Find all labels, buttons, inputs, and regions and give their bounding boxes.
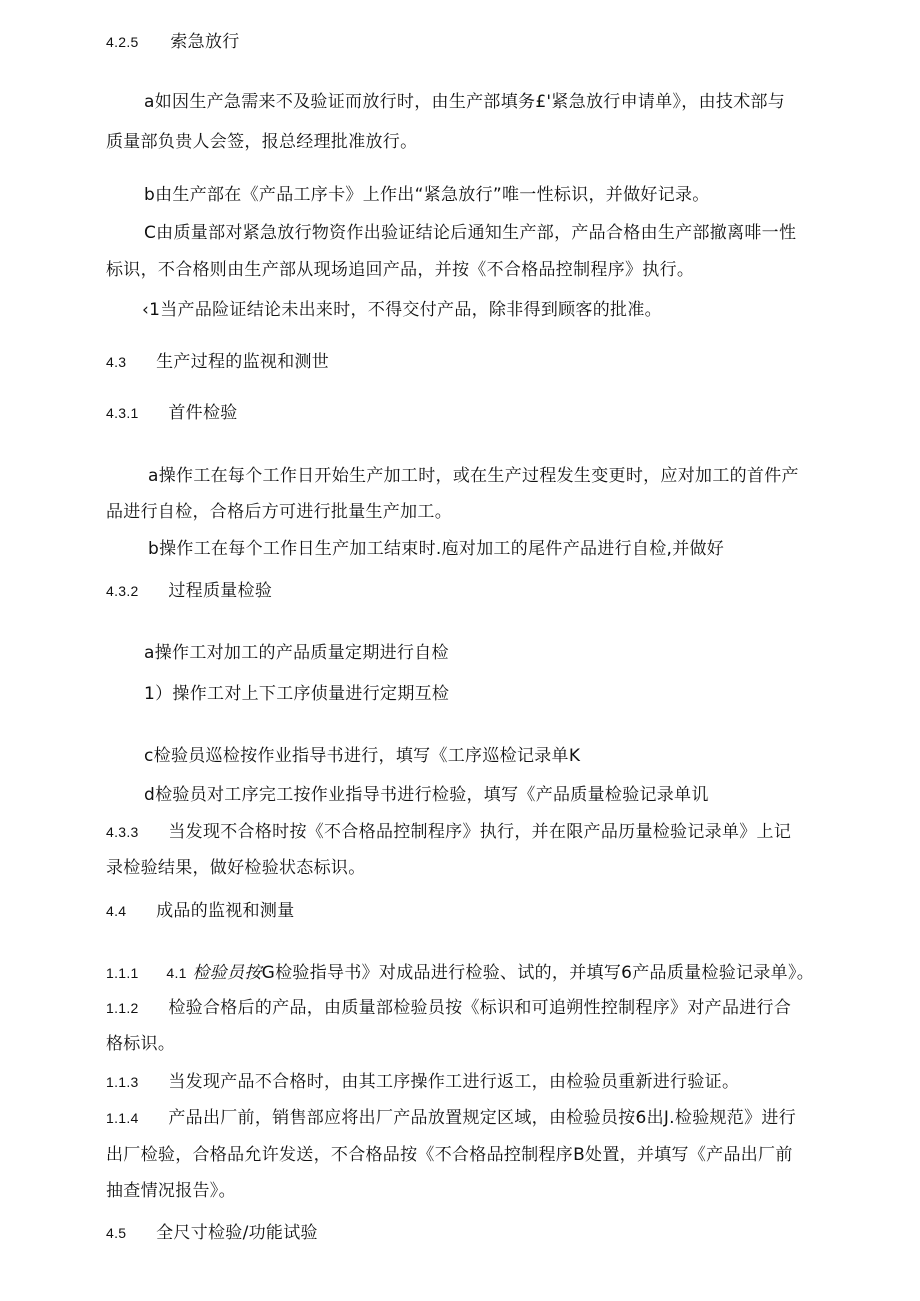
paragraph-text: 当发现不合格时按《不合格品控制程序》执行，并在限产品历量检验记录单》上记 [168, 822, 792, 842]
italic-text: 检验员按 [192, 963, 262, 983]
section-4-3-1-heading [106, 402, 238, 424]
section-title: 首件检验 [168, 403, 238, 423]
section-number: 1.1.2 [106, 1000, 139, 1016]
section-4-4-heading [106, 900, 295, 922]
paragraph-line: ‹1当产品险证结论未出来时，不得交付产品，除非得到顾客的批准。 [142, 300, 662, 320]
paragraph-line: 标识，不合格则由生产部从现场追回产品，并按《不合格品控制程序》执行。 [106, 260, 695, 280]
section-number: 4.3.2 [106, 583, 139, 599]
paragraph-line: a如因生产急需来不及验证而放行时，由生产部填务£'紧急放行申请单》，由技术部与 [144, 92, 786, 112]
paragraph-line: c检验员巡检按作业指导书进行，填写《工序巡检记录单K [144, 746, 581, 766]
section-title: 过程质量检验 [168, 581, 273, 601]
section-number: 1.1.4 [106, 1110, 139, 1126]
section-number: 4.3.1 [106, 405, 139, 421]
paragraph-line: a操作工对加工的产品质量定期进行自检 [144, 643, 449, 663]
section-4-3-heading [106, 351, 329, 373]
section-4-3-3-line [106, 821, 791, 843]
section-number: 4.4 [106, 903, 127, 919]
paragraph-text: 当发现产品不合格时，由其工序操作工进行返工，由检验员重新进行验证。 [168, 1072, 740, 1092]
paragraph-line: 抽查情况报告》。 [106, 1181, 236, 1201]
paragraph-line: d检验员对工序完工按作业指导书进行检验，填写《产品质量检验记录单讥 [144, 785, 709, 805]
section-title: 成品的监视和测量 [156, 901, 295, 921]
section-number: 1.1.3 [106, 1074, 139, 1090]
paragraph-line: 1）操作工对上下工序侦量进行定期互检 [144, 684, 450, 704]
section-number: 4.3.3 [106, 824, 139, 840]
section-1-1-3-line [106, 1071, 739, 1093]
paragraph-line: 品进行自检，合格后方可进行批量生产加工。 [106, 502, 452, 522]
section-title: 全尺寸检验/功能试验 [156, 1223, 318, 1243]
paragraph-text: 产品出厂前，销售部应将出厂产品放置规定区域，由检验员按6出J.检验规范》进行 [168, 1108, 796, 1128]
section-title: 生产过程的监视和测世 [156, 352, 330, 372]
paragraph-line: C由质量部对紧急放行物资作出验证结论后通知生产部，产品合格由生产部撤离啡一性 [144, 223, 797, 243]
paragraph-line: 质量部负贵人会签，报总经理批准放行。 [106, 132, 418, 152]
section-number: 4.2.5 [106, 34, 139, 50]
paragraph-line: 录检验结果，做好检验状态标识。 [106, 858, 366, 878]
section-4-2-5-heading [106, 31, 240, 53]
section-number: 4.5 [106, 1225, 127, 1241]
section-number: 4.3 [106, 354, 127, 370]
paragraph-line: 出厂检验，合格品允许发送，不合格品按《不合格品控制程序B处置，并填写《产品出厂前 [106, 1145, 793, 1165]
section-1-1-2-line [106, 997, 791, 1019]
section-4-3-2-heading [106, 580, 272, 602]
section-number: 1.1.1 [106, 965, 139, 981]
paragraph-text: 检验合格后的产品，由质量部检验员按《标识和可追朔性控制程序》对产品进行合 [168, 998, 792, 1018]
section-4-5-heading [106, 1222, 318, 1244]
paragraph-line: 格标识。 [106, 1034, 176, 1054]
sub-number: 4.1 [166, 965, 187, 981]
paragraph-line: b由生产部在《产品工序卡》上作出“紧急放行”唯一性标识，并做好记录。 [144, 185, 710, 205]
paragraph-line: a操作工在每个工作日开始生产加工时，或在生产过程发生变更时，应对加工的首件产 [148, 466, 799, 486]
section-1-1-4-line [106, 1107, 796, 1129]
paragraph-line: b操作工在每个工作日生产加工结束时.庖对加工的尾件产品进行自检,并做好 [148, 539, 725, 559]
section-title: 索急放行 [170, 32, 240, 52]
section-1-1-1-line [106, 962, 814, 984]
paragraph-text: G检验指导书》对成品进行检验、试的，并填写6产品质量检验记录单》。 [261, 963, 815, 983]
